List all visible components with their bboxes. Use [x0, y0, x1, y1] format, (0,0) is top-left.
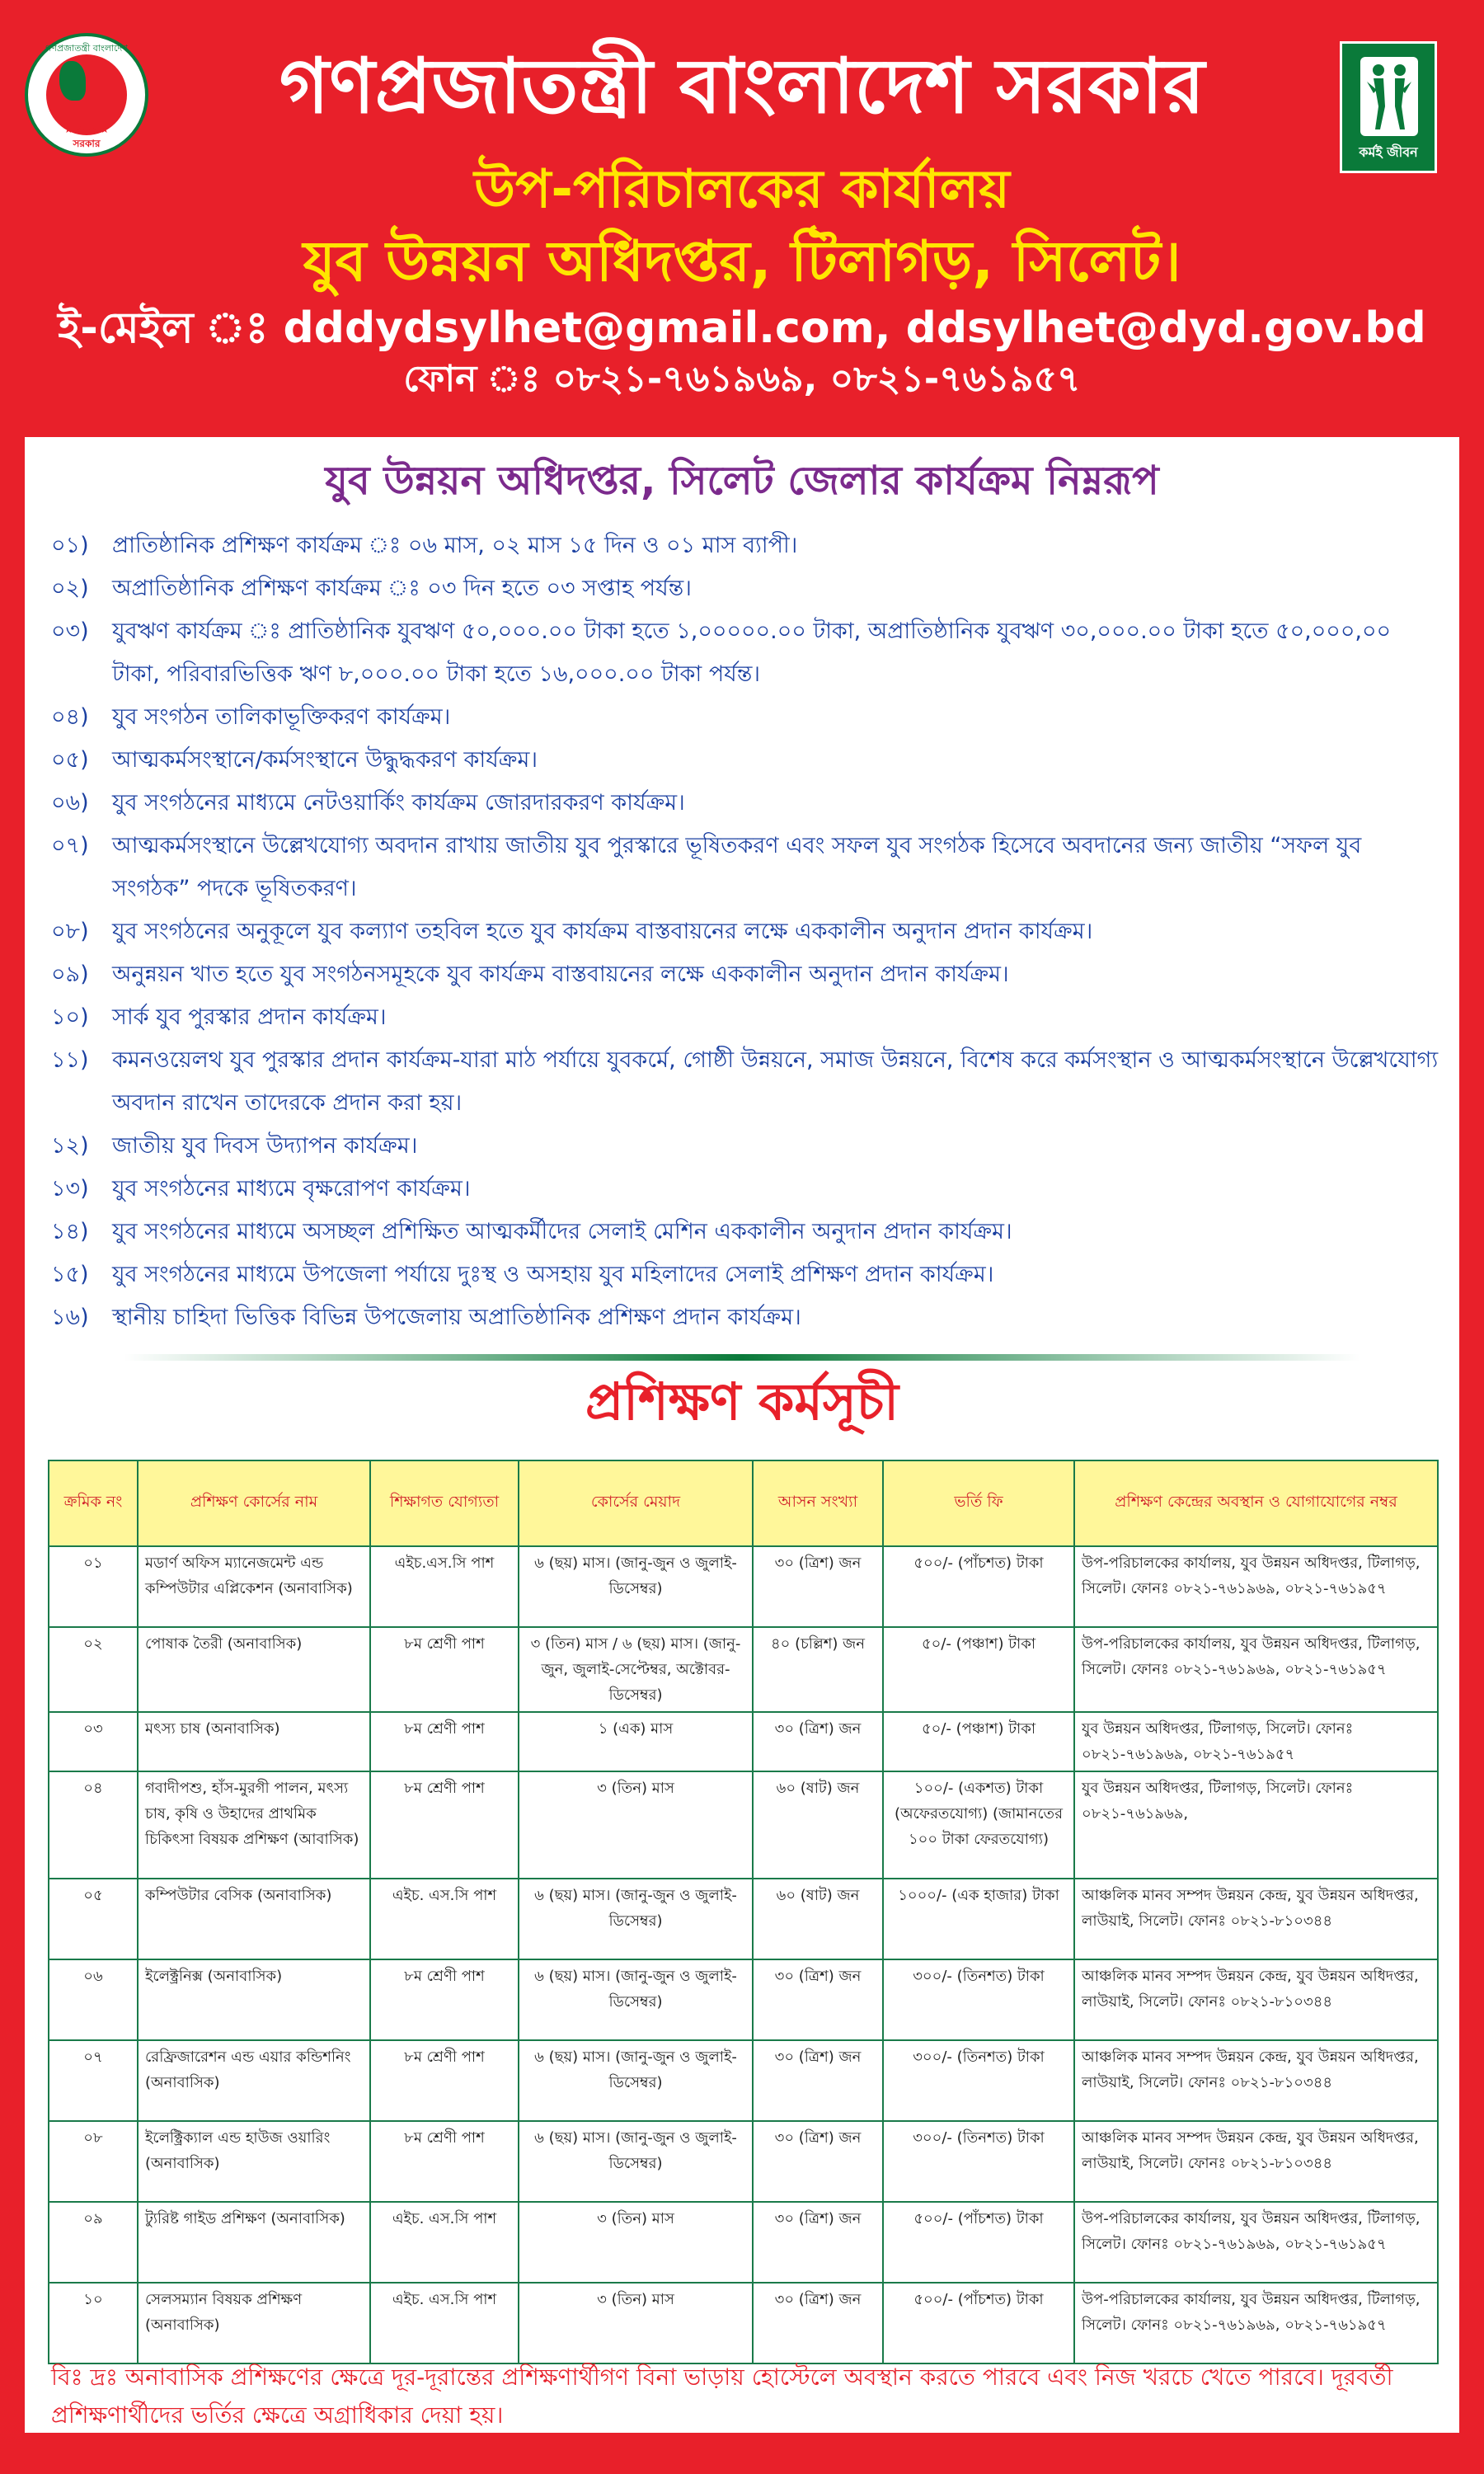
list-item: ১৩) যুব সংগঠনের মাধ্যমে বৃক্ষরোপণ কার্যক্রম।: [51, 1176, 471, 1202]
header-qualification: শিক্ষাগত যোগ্যতা: [370, 1460, 519, 1546]
content-panel: [25, 437, 1459, 2433]
list-item: ১২) জাতীয় যুব দিবস উদ্যাপন কার্যক্রম।: [51, 1133, 418, 1159]
youth-development-logo-icon: [1340, 41, 1437, 173]
list-item: ০৪) যুব সংগঠন তালিকাভূক্তিকরণ কার্যক্রম।: [51, 704, 451, 730]
section-divider: [124, 1354, 1360, 1361]
list-item: ০৭) আত্মকর্মসংস্থানে উল্লেখযোগ্য অবদান রাখায় জাতীয় যুব পুরস্কারে ভূষিতকরণ এবং সফল যুব সংগঠক হিসেবে অবদানের জন্য জাতীয় “সফল যুব সংগঠক” পদকে ভূষিতকরণ।: [51, 833, 1362, 901]
list-item: ১৬) স্থানীয় চাহিদা ভিত্তিক বিভিন্ন উপজেলায় অপ্রাতিষ্ঠানিক প্রশিক্ষণ প্রদান কার্যক্রম।: [51, 1305, 801, 1330]
office-name: উপ-পরিচালকের কার্যালয়: [474, 159, 1010, 220]
table-row: ০৭ রেফ্রিজারেশন এন্ড এয়ার কন্ডিশনিং (অনাবাসিক) ৮ম শ্রেণী পাশ ৬ (ছয়) মাস। (জানু-জুন ও জুলাই-ডিসেম্বর) ৩০ (ত্রিশ) জন ৩০০/- (তিনশত) টাকা আঞ্চলিক মানব সম্পদ উন্নয়ন কেন্দ্র, যুব উন্নয়ন অধিদপ্তর, লাউয়াই, সিলেট। ফোনঃ ০৮২১-৮১০৩৪৪: [49, 2040, 1438, 2121]
table-header-row: [49, 1460, 1438, 1546]
table-row: ০১ মডার্ণ অফিস ম্যানেজমেন্ট এন্ড কম্পিউটার এপ্লিকেশন (অনাবাসিক) এইচ.এস.সি পাশ ৬ (ছয়) মাস। (জানু-জুন ও জুলাই-ডিসেম্বর) ৩০ (ত্রিশ) জন ৫০০/- (পাঁচশত) টাকা উপ-পরিচালকের কার্যালয়, যুব উন্নয়ন অধিদপ্তর, টিলাগড়, সিলেট। ফোনঃ ০৮২১-৭৬১৯৬৯, ০৮২১-৭৬১৯৫৭: [49, 1546, 1438, 1627]
list-item: ০৩) যুবঋণ কার্যক্রম ঃ প্রাতিষ্ঠানিক যুবঋণ ৫০,০০০.০০ টাকা হতে ১,০০০০০.০০ টাকা, অপ্রাতিষ্ঠানিক যুবঋণ ৩০,০০০.০০ টাকা হতে ৫০,০০০,০০ টাকা, পরিবারভিত্তিক ঋণ ৮,০০০.০০ টাকা হতে ১৬,০০০.০০ টাকা পর্যন্ত।: [51, 618, 1392, 687]
training-table: [48, 1460, 1439, 2364]
header-banner: [0, 0, 1484, 429]
logo-caption: কর্মই জীবন: [1359, 144, 1418, 160]
list-item: ০৬) যুব সংগঠনের মাধ্যমে নেটওয়ার্কিং কার্যক্রম জোরদারকরণ কার্যক্রম।: [51, 790, 685, 816]
header-course: প্রশিক্ষণ কোর্সের নাম: [138, 1460, 370, 1546]
seal-top-text: গণপ্রজাতন্ত্রী বাংলাদেশ: [45, 43, 128, 54]
header-fee: ভর্তি ফি: [883, 1460, 1074, 1546]
list-item: ০৫) আত্মকর্মসংস্থানে/কর্মসংস্থানে উদ্ধুদ্ধকরণ কার্যক্রম।: [51, 747, 538, 773]
table-row: ০৫ কম্পিউটার বেসিক (অনাবাসিক) এইচ. এস.সি পাশ ৬ (ছয়) মাস। (জানু-জুন ও জুলাই-ডিসেম্বর) ৬০ (ষাট) জন ১০০০/- (এক হাজার) টাকা আঞ্চলিক মানব সম্পদ উন্নয়ন কেন্দ্র, যুব উন্নয়ন অধিদপ্তর, লাউয়াই, সিলেট। ফোনঃ ০৮২১-৮১০৩৪৪: [49, 1879, 1438, 1959]
list-item: ০৮) যুব সংগঠনের অনুকূলে যুব কল্যাণ তহবিল হতে যুব কার্যক্রম বাস্তবায়নের লক্ষে এককালীন অনুদান প্রদান কার্যক্রম।: [51, 919, 1093, 944]
activities-list: [51, 524, 1444, 1339]
government-title: গণপ্রজাতন্ত্রী বাংলাদেশ সরকার: [279, 42, 1205, 130]
table-row: ০৪ গবাদীপশু, হাঁস-মুরগী পালন, মৎস্য চাষ, কৃষি ও উহাদের প্রাথমিক চিকিৎসা বিষয়ক প্রশিক্ষণ (আবাসিক) ৮ম শ্রেণী পাশ ৩ (তিন) মাস ৬০ (ষাট) জন ১০০/- (একশত) টাকা (অফেরতযোগ্য) (জামানতের ১০০ টাকা ফেরতযোগ্য) যুব উন্নয়ন অধিদপ্তর, টিলাগড়, সিলেট। ফোনঃ ০৮২১-৭৬১৯৬৯,: [49, 1771, 1438, 1879]
header-location: প্রশিক্ষণ কেন্দ্রের অবস্থান ও যোগাযোগের নম্বর: [1074, 1460, 1438, 1546]
list-item: ০২) অপ্রাতিষ্ঠানিক প্রশিক্ষণ কার্যক্রম ঃ ০৩ দিন হতে ০৩ সপ্তাহ পর্যন্ত।: [51, 576, 692, 601]
list-item: ১৪) যুব সংগঠনের মাধ্যমে অসচ্ছল প্রশিক্ষিত আত্মকর্মীদের সেলাই মেশিন এককালীন অনুদান প্রদান কার্যক্রম।: [51, 1219, 1012, 1244]
table-row: ০৯ ট্যুরিষ্ট গাইড প্রশিক্ষণ (অনাবাসিক) এইচ. এস.সি পাশ ৩ (তিন) মাস ৩০ (ত্রিশ) জন ৫০০/- (পাঁচশত) টাকা উপ-পরিচালকের কার্যালয়, যুব উন্নয়ন অধিদপ্তর, টিলাগড়, সিলেট। ফোনঃ ০৮২১-৭৬১৯৬৯, ০৮২১-৭৬১৯৫৭: [49, 2202, 1438, 2283]
phone-line: ফোন ঃ ০৮২১-৭৬১৯৬৯, ০৮২১-৭৬১৯৫৭: [403, 358, 1081, 400]
header-serial: ক্রমিক নং: [49, 1460, 138, 1546]
footnote: বিঃ দ্রঃ অনাবাসিক প্রশিক্ষণের ক্ষেত্রে দূর-দূরান্তের প্রশিক্ষণার্থীগণ বিনা ভাড়ায় হোস্টেলে অবস্থান করতে পারবে এবং নিজ খরচে খেতে পারবে। দূরবর্তী প্রশিক্ষণার্থীদের ভর্তির ক্ষেত্রে অগ্রাধিকার দেয়া হয়।: [51, 2363, 1393, 2429]
table-row: ০৩ মৎস্য চাষ (অনাবাসিক) ৮ম শ্রেণী পাশ ১ (এক) মাস ৩০ (ত্রিশ) জন ৫০/- (পঞ্চাশ) টাকা যুব উন্নয়ন অধিদপ্তর, টিলাগড়, সিলেট। ফোনঃ ০৮২১-৭৬১৯৬৯, ০৮২১-৭৬১৯৫৭: [49, 1712, 1438, 1771]
table-row: ০৬ ইলেক্ট্রনিক্স (অনাবাসিক) ৮ম শ্রেণী পাশ ৬ (ছয়) মাস। (জানু-জুন ও জুলাই-ডিসেম্বর) ৩০ (ত্রিশ) জন ৩০০/- (তিনশত) টাকা আঞ্চলিক মানব সম্পদ উন্নয়ন কেন্দ্র, যুব উন্নয়ন অধিদপ্তর, লাউয়াই, সিলেট। ফোনঃ ০৮২১-৮১০৩৪৪: [49, 1959, 1438, 2040]
table-row: ০২ পোষাক তৈরী (অনাবাসিক) ৮ম শ্রেণী পাশ ৩ (তিন) মাস / ৬ (ছয়) মাস। (জানু-জুন, জুলাই-সেপ্টেম্বর, অক্টোবর-ডিসেম্বর) ৪০ (চল্লিশ) জন ৫০/- (পঞ্চাশ) টাকা উপ-পরিচালকের কার্যালয়, যুব উন্নয়ন অধিদপ্তর, টিলাগড়, সিলেট। ফোনঃ ০৮২১-৭৬১৯৬৯, ০৮২১-৭৬১৯৫৭: [49, 1627, 1438, 1712]
department-name: যুব উন্নয়ন অধিদপ্তর, টিলাগড়, সিলেট।: [303, 229, 1181, 294]
list-item: ১১) কমনওয়েলথ যুব পুরস্কার প্রদান কার্যক্রম-যারা মাঠ পর্যায়ে যুবকর্মে, গোষ্ঠী উন্নয়নে, সমাজ উন্নয়নে, বিশেষ করে কর্মসংস্থান ও আত্মকর্মসংস্থানে উল্লেখযোগ্য অবদান রাখেন তাদেরকে প্রদান করা হয়।: [51, 1047, 1439, 1116]
list-item: ১৫) যুব সংগঠনের মাধ্যমে উপজেলা পর্যায়ে দুঃস্থ ও অসহায় যুব মহিলাদের সেলাই প্রশিক্ষণ প্রদান কার্যক্রম।: [51, 1262, 994, 1287]
government-seal-icon: গণপ্রজাতন্ত্রী বাংলাদেশ ★ ★ ★ ★ সরকার: [25, 33, 148, 157]
header-seats: আসন সংখ্যা: [753, 1460, 883, 1546]
list-item: ০৯) অনুন্নয়ন খাত হতে যুব সংগঠনসমূহকে যুব কার্যক্রম বাস্তবায়নের লক্ষে এককালীন অনুদান প্রদান কার্যক্রম।: [51, 962, 1009, 987]
table-row: ১০ সেলসম্যান বিষয়ক প্রশিক্ষণ (অনাবাসিক) এইচ. এস.সি পাশ ৩ (তিন) মাস ৩০ (ত্রিশ) জন ৫০০/- (পাঁচশত) টাকা উপ-পরিচালকের কার্যালয়, যুব উন্নয়ন অধিদপ্তর, টিলাগড়, সিলেট। ফোনঃ ০৮২১-৭৬১৯৬৯, ০৮২১-৭৬১৯৫৭: [49, 2283, 1438, 2363]
training-title: প্রশিক্ষণ কর্মসূচী: [585, 1371, 899, 1432]
seal-bottom-text: সরকার: [73, 138, 101, 149]
header-duration: কোর্সের মেয়াদ: [519, 1460, 753, 1546]
list-item: ১০) সার্ক যুব পুরস্কার প্রদান কার্যক্রম।: [51, 1004, 387, 1030]
list-item: ০১) প্রাতিষ্ঠানিক প্রশিক্ষণ কার্যক্রম ঃ ০৬ মাস, ০২ মাস ১৫ দিন ও ০১ মাস ব্যাপী।: [51, 533, 798, 558]
activities-title: যুব উন্নয়ন অধিদপ্তর, সিলেট জেলার কার্যক্রম নিম্নরূপ: [325, 458, 1159, 504]
table-row: ০৮ ইলেক্ট্রিক্যাল এন্ড হাউজ ওয়ারিং (অনাবাসিক) ৮ম শ্রেণী পাশ ৬ (ছয়) মাস। (জানু-জুন ও জুলাই-ডিসেম্বর) ৩০ (ত্রিশ) জন ৩০০/- (তিনশত) টাকা আঞ্চলিক মানব সম্পদ উন্নয়ন কেন্দ্র, যুব উন্নয়ন অধিদপ্তর, লাউয়াই, সিলেট। ফোনঃ ০৮২১-৮১০৩৪৪: [49, 2121, 1438, 2202]
email-line: ই-মেইল ঃ dddydsylhet@gmail.com, ddsylhet@dyd.gov.bd: [58, 303, 1426, 353]
